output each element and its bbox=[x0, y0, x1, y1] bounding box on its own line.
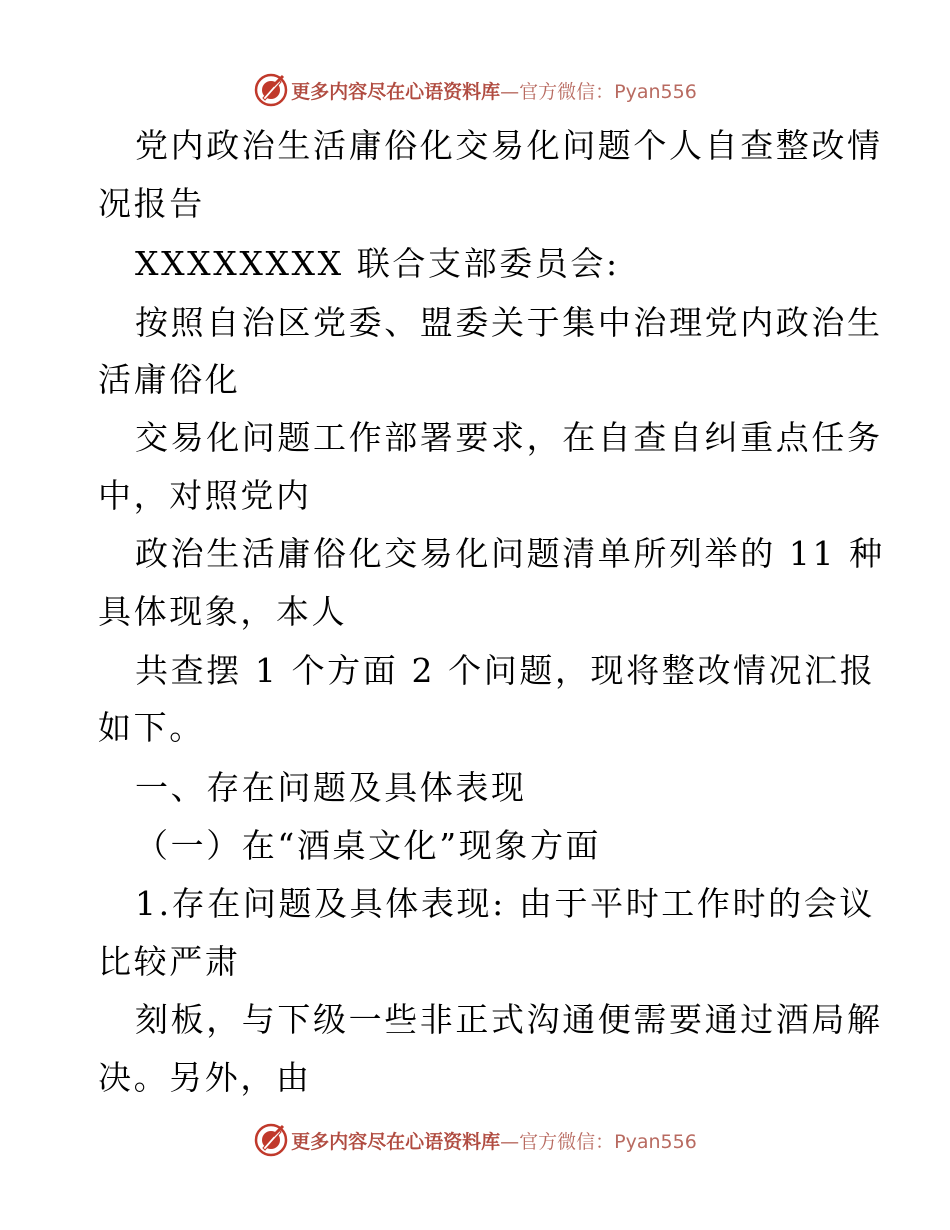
banner-lead-text: 更多内容尽在心语资料库 bbox=[291, 80, 501, 103]
paragraph-line: 交易化问题工作部署要求，在自查自纠重点任务 bbox=[135, 418, 883, 457]
title-line-1: 党内政治生活庸俗化交易化问题个人自查整改情 bbox=[135, 126, 883, 165]
section-heading: 一、存在问题及具体表现 bbox=[135, 768, 527, 807]
paragraph-line: 中，对照党内 bbox=[98, 476, 312, 515]
paragraph-line: 比较严肃 bbox=[98, 942, 241, 981]
paragraph-line: 活庸俗化 bbox=[98, 360, 241, 399]
banner-contact-text: —官方微信：Pyan556 bbox=[500, 80, 697, 103]
footer-watermark-banner bbox=[0, 1120, 950, 1160]
title-line-2: 况报告 bbox=[98, 184, 205, 223]
paragraph-line: 刻板，与下级一些非正式沟通便需要通过酒局解 bbox=[135, 1000, 883, 1039]
addressee-line: XXXXXXXX 联合支部委员会: bbox=[135, 244, 620, 283]
paragraph-line: 具体现象，本人 bbox=[98, 592, 348, 631]
paragraph-line: 政治生活庸俗化交易化问题清单所列举的 11 种 bbox=[135, 534, 885, 573]
banner-lead-text: 更多内容尽在心语资料库 bbox=[291, 1130, 501, 1153]
banner-text bbox=[291, 1127, 697, 1154]
paragraph-line: 共查摆 1 个方面 2 个问题，现将整改情况汇报 bbox=[135, 651, 876, 690]
paragraph-line: 1.存在问题及具体表现: 由于平时工作时的会议 bbox=[135, 884, 875, 923]
logo-icon bbox=[253, 1122, 289, 1158]
logo-icon bbox=[253, 72, 289, 108]
paragraph-line: 按照自治区党委、盟委关于集中治理党内政治生 bbox=[135, 303, 883, 342]
paragraph-line: 决。另外，由 bbox=[98, 1058, 312, 1097]
paragraph-line: 如下。 bbox=[98, 708, 205, 747]
banner-contact-text: —官方微信：Pyan556 bbox=[500, 1130, 697, 1153]
header-watermark-banner bbox=[0, 70, 950, 110]
subsection-heading: （一）在“酒桌文化”现象方面 bbox=[135, 826, 602, 865]
banner-text bbox=[291, 77, 697, 104]
